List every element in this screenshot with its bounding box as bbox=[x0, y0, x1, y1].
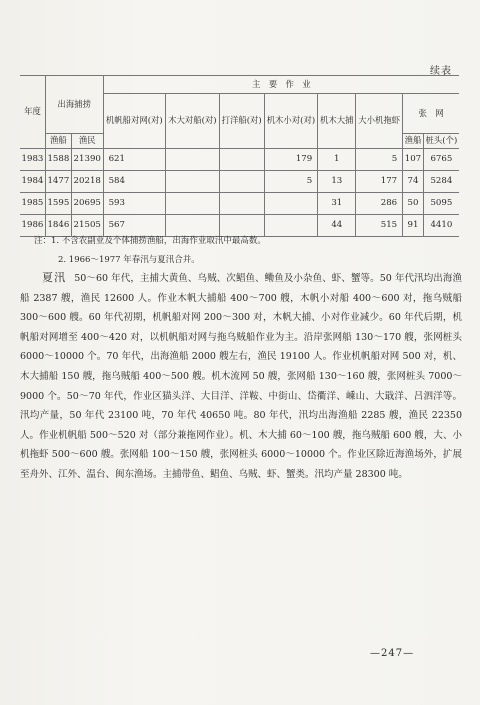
cell-wooden-pair bbox=[165, 171, 219, 193]
header-wooden-pair: 木大对船(对) bbox=[165, 94, 219, 149]
cell-motor-sail-pair: 621 bbox=[103, 149, 165, 171]
cell-stow-net-piles: 4410 bbox=[423, 215, 459, 237]
cell-fishers: 20695 bbox=[71, 193, 103, 215]
header-fishers: 渔民 bbox=[71, 134, 103, 149]
cell-year: 1986 bbox=[20, 215, 45, 237]
cell-stow-net-boats: 74 bbox=[403, 171, 424, 193]
cell-boats: 1595 bbox=[45, 193, 71, 215]
cell-year: 1984 bbox=[20, 171, 45, 193]
cell-dayang-boat bbox=[219, 193, 264, 215]
cell-small-pair: 179 bbox=[264, 149, 318, 171]
header-small-pair: 机木小对(对) bbox=[264, 94, 318, 149]
cell-year: 1985 bbox=[20, 193, 45, 215]
cell-boats: 1846 bbox=[45, 215, 71, 237]
cell-stow-net-piles: 5095 bbox=[423, 193, 459, 215]
cell-wooden-pair bbox=[165, 149, 219, 171]
page-number: —247— bbox=[370, 648, 415, 659]
header-out-to-sea: 出海捕捞 bbox=[45, 76, 103, 134]
cell-shrimp-trawl: 5 bbox=[356, 149, 403, 171]
cell-fishers: 21390 bbox=[71, 149, 103, 171]
cell-fishers: 21505 bbox=[71, 215, 103, 237]
header-stow-net-piles: 桩头(个) bbox=[423, 134, 459, 149]
cell-shrimp-trawl: 286 bbox=[356, 193, 403, 215]
cell-dayang-boat bbox=[219, 171, 264, 193]
cell-boats: 1477 bbox=[45, 171, 71, 193]
cell-motor-sail-pair: 584 bbox=[103, 171, 165, 193]
table-row bbox=[20, 149, 459, 171]
header-boats: 渔船 bbox=[45, 134, 71, 149]
table-row bbox=[20, 193, 459, 215]
cell-shrimp-trawl: 177 bbox=[356, 171, 403, 193]
cell-stow-net-piles: 6765 bbox=[423, 149, 459, 171]
cell-shrimp-trawl: 515 bbox=[356, 215, 403, 237]
cell-motor-sail-pair: 567 bbox=[103, 215, 165, 237]
cell-big-catch: 44 bbox=[318, 215, 356, 237]
header-stow-net: 张 网 bbox=[403, 94, 459, 134]
section-lead-summer: 夏汛 bbox=[42, 271, 67, 284]
header-big-catch: 机木大捕 bbox=[318, 94, 356, 149]
cell-year: 1983 bbox=[20, 149, 45, 171]
cell-big-catch: 1 bbox=[318, 149, 356, 171]
header-motor-sail-pair: 机帆船对网(对) bbox=[103, 94, 165, 149]
cell-motor-sail-pair: 593 bbox=[103, 193, 165, 215]
summer-season-paragraph bbox=[20, 268, 462, 485]
cell-stow-net-boats: 91 bbox=[403, 215, 424, 237]
cell-small-pair bbox=[264, 193, 318, 215]
cell-big-catch: 13 bbox=[318, 171, 356, 193]
header-year: 年度 bbox=[20, 76, 45, 149]
table-row bbox=[20, 171, 459, 193]
cell-stow-net-piles: 5284 bbox=[423, 171, 459, 193]
header-main-operations: 主 要 作 业 bbox=[103, 76, 459, 94]
cell-big-catch: 31 bbox=[318, 193, 356, 215]
cell-dayang-boat bbox=[219, 149, 264, 171]
cell-small-pair: 5 bbox=[264, 171, 318, 193]
cell-stow-net-boats: 107 bbox=[403, 149, 424, 171]
cell-wooden-pair bbox=[165, 193, 219, 215]
cell-fishers: 20218 bbox=[71, 171, 103, 193]
continued-label: 续表 bbox=[430, 66, 452, 77]
header-dayang-boat: 打洋船(对) bbox=[219, 94, 264, 149]
note-1: 注：1. 不含农副业及个体捕捞渔船，出海作业取汛中最高数。 bbox=[34, 236, 266, 246]
header-shrimp-trawl: 大小机拖虾 bbox=[356, 94, 403, 149]
paragraph-text: 50～60 年代，主捕大黄鱼、乌贼、次鲳鱼、鳓鱼及小杂鱼、虾、蟹等。50 年代汛均出海渔船 2387 艘，渔民 12600 人。作业木帆大捕船 400～700 艘，木帆小对船 400～600 对，拖乌贼船 300～600 艘。60 年代初期，机帆船对网 200～300 对，木帆大捕、小对作业减少。60 年代后期，机帆船对网增至 400～420 对，以机帆船对网与拖乌贼船作业为主。沿岸张网船 130～170 艘，张网桩头 6000～10000 个。70 年代，出海渔船 2000 艘左右，渔民 19100 人。作业机帆船对网 500 对，机、木大捕船 150 艘，拖乌贼船 400～500 艘。机木流网 50 艘，张网船 130～160 艘，张网桩头 7000～9000 个。50～70 年代，作业区猫头洋、大目洋、洋鞍、中街山、岱衢洋、嵊山、大戢洋、吕泗洋等。汛均产量，50 年代 23100 吨，70 年代 40650 吨。80 年代，汛均出海渔船 2285 艘，渔民 22350 人。作业机帆船 500～520 对（部分兼拖网作业）。机、木大捕 60～100 艘，拖乌贼船 600 艘，大、小机拖虾 500～600 艘。张网船 100～150 艘，张网桩头 6000～10000 个。作业区除近海渔场外，扩展至舟外、江外、温台、闽东渔场。主捕带鱼、鲳鱼、乌贼、虾、蟹类。汛均产量 28300 吨。 bbox=[20, 273, 462, 480]
header-stow-net-boats: 渔船 bbox=[403, 134, 424, 149]
table-notes bbox=[34, 232, 454, 270]
cell-stow-net-boats: 50 bbox=[403, 193, 424, 215]
note-2: 2. 1966～1977 年春汛与夏汛合并。 bbox=[58, 255, 200, 265]
fishing-statistics-table bbox=[20, 75, 459, 237]
cell-boats: 1588 bbox=[45, 149, 71, 171]
